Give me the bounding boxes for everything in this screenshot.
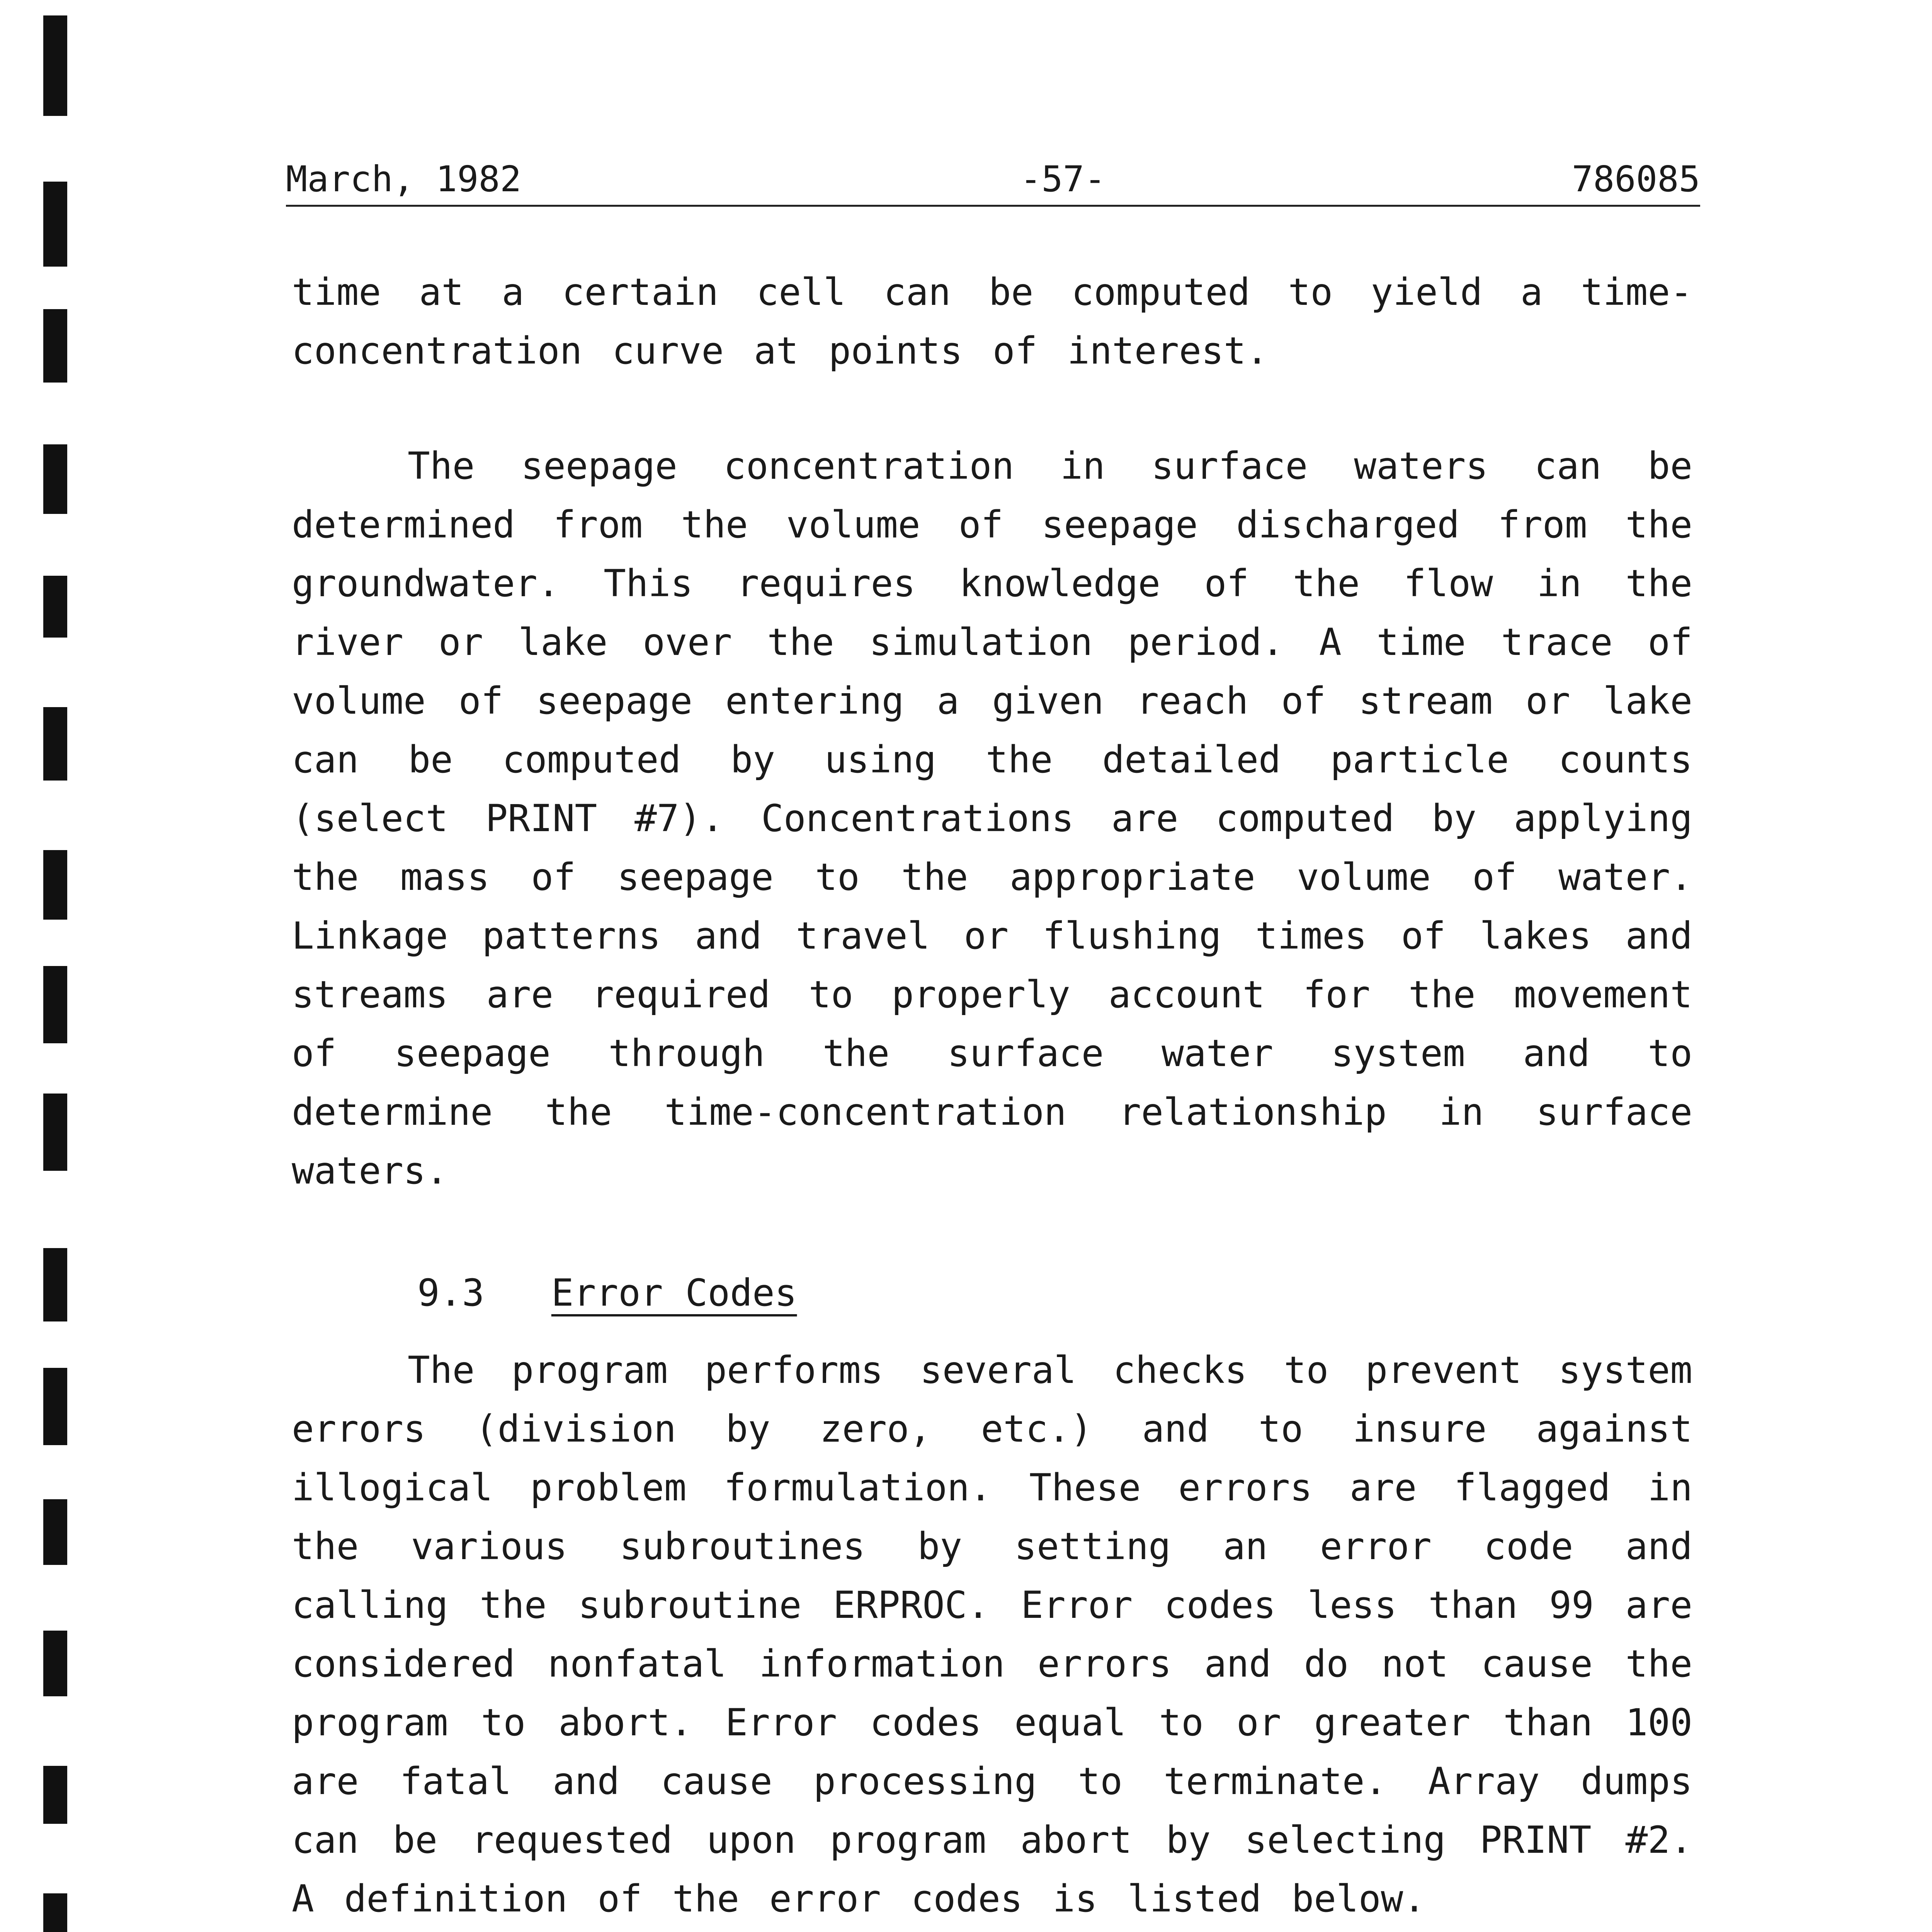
binder-mark xyxy=(43,576,67,638)
page-header xyxy=(286,147,1700,207)
binder-mark xyxy=(43,309,67,383)
binder-mark xyxy=(43,1631,67,1696)
binder-mark xyxy=(43,707,67,781)
section-heading xyxy=(417,1271,797,1315)
header-date: March, 1982 xyxy=(286,158,522,200)
binder-mark xyxy=(43,1893,67,1932)
binder-mark xyxy=(43,966,67,1043)
binder-mark xyxy=(43,444,67,514)
binder-mark xyxy=(43,1368,67,1445)
paragraph-seepage-concentration: The seepage concentration in surface waters can be determined from the volume of seepage discharged from the groundwater. This requires knowledge of the flow in the river or lake over the simulation period. A time trace of volume of seepage entering a given reach of stream or lake can be computed by using the detailed particle counts (select PRINT #7). Concentrations are computed by applying the mass of seepage to the appropriate volume of water. Linkage patterns and travel or flushing times of lakes and streams are required to properly account for the movement of seepage through the surface water system and to determine the time-concentration relationship in surface waters. xyxy=(292,444,1692,1192)
paragraph-error-codes: The program performs several checks to prevent system errors (division by zero, etc.) and to insure against illogical problem formulation. These errors are flagged in the various subroutines by setting an error code and calling the subroutine ERPROC. Error codes less than 99 are considered nonfatal information errors and do not cause the program to abort. Error codes equal to or greater than 100 are fatal and cause processing to terminate. Array dumps can be requested upon program abort by selecting PRINT #2. A definition of the error codes is listed below. xyxy=(292,1349,1692,1920)
binder-mark xyxy=(43,182,67,267)
page-number: -57- xyxy=(1020,158,1106,200)
document-number: 786085 xyxy=(1571,158,1700,200)
binder-mark xyxy=(43,850,67,920)
binder-mark xyxy=(43,1094,67,1171)
binder-mark xyxy=(43,15,67,116)
binder-hole-marks xyxy=(43,0,67,1932)
binder-mark xyxy=(43,1766,67,1824)
paragraph-continuation: time at a certain cell can be computed to yield a time-concentration curve at points of interest. xyxy=(292,270,1692,372)
binder-mark xyxy=(43,1248,67,1321)
section-number: 9.3 xyxy=(417,1271,485,1315)
binder-mark xyxy=(43,1499,67,1565)
section-title: Error Codes xyxy=(551,1271,797,1315)
